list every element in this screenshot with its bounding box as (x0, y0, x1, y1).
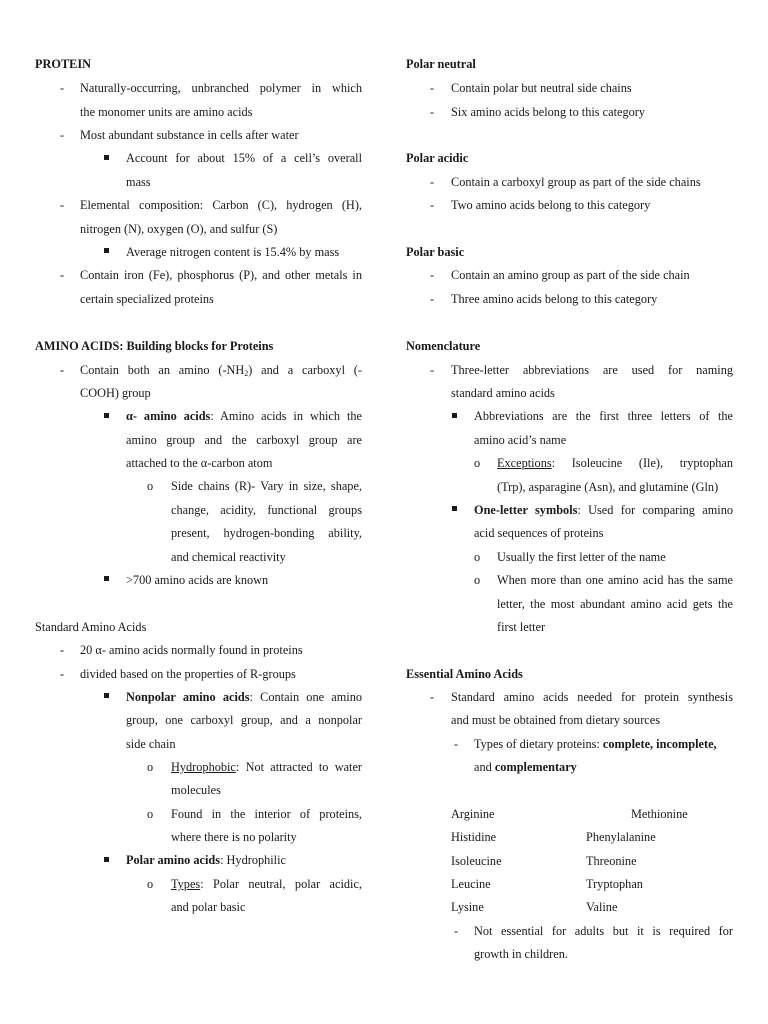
more-than-one-line-c: first letter (497, 620, 546, 634)
dash-bullet: - (454, 737, 459, 751)
dash-bullet: - (430, 81, 435, 95)
dash-bullet: - (454, 924, 459, 938)
square-bullet-icon (104, 576, 109, 581)
types-line-b: and polar basic (171, 900, 246, 914)
essential-amino-acid: Isoleucine (451, 854, 502, 868)
essential-line-1b: and must be obtained from dietary sources (451, 713, 660, 727)
circle-bullet-icon: o (474, 456, 481, 470)
polar-neutral-line-1: Contain polar but neutral side chains (451, 81, 632, 95)
exceptions-line-a: Exceptions: Isoleucine (Ile), tryptophan (497, 456, 733, 470)
circle-bullet-icon: o (147, 807, 154, 821)
exceptions-line-b: (Trp), asparagine (Asn), and glutamine (Gln) (497, 480, 719, 494)
polar-neutral-line-2: Six amino acids belong to this category (451, 105, 645, 119)
section-heading-polar-acidic: Polar acidic (406, 151, 469, 165)
types-line-a: Types: Polar neutral, polar acidic, (171, 877, 362, 891)
protein-line-5: Average nitrogen content is 15.4% by mass (126, 245, 340, 259)
protein-line-4a: Elemental composition: Carbon (C), hydrogen (H), (80, 198, 362, 212)
essential-amino-acid: Methionine (631, 807, 688, 821)
protein-line-6b: certain specialized proteins (80, 292, 214, 306)
standard-line-2: divided based on the properties of R-groups (80, 667, 296, 681)
essential-amino-acid: Leucine (451, 877, 491, 891)
dash-bullet: - (430, 292, 435, 306)
abbreviations-line-b: amino acid’s name (474, 433, 567, 447)
essential-amino-acid: Histidine (451, 830, 497, 844)
nomenclature-line-1b: standard amino acids (451, 386, 555, 400)
dash-bullet: - (60, 81, 65, 95)
square-bullet-icon (452, 506, 457, 511)
nomenclature-line-1a: Three-letter abbreviations are used for naming (451, 363, 733, 377)
section-heading-polar-neutral: Polar neutral (406, 57, 476, 71)
section-heading-essential: Essential Amino Acids (406, 667, 523, 681)
protein-line-1b: the monomer units are amino acids (80, 105, 253, 119)
more-than-one-line-b: letter, the most abundant amino acid gets the (497, 597, 733, 611)
hydrophobic-line-b: molecules (171, 783, 221, 797)
amino-alpha-line-c: attached to the α-carbon atom (126, 456, 273, 470)
nonpolar-line-c: side chain (126, 737, 176, 751)
dash-bullet: - (60, 268, 65, 282)
protein-line-3a: Account for about 15% of a cell’s overall (126, 151, 362, 165)
dash-bullet: - (430, 268, 435, 282)
amino-known: >700 amino acids are known (126, 573, 269, 587)
dash-bullet: - (430, 175, 435, 189)
section-heading-nomenclature: Nomenclature (406, 339, 481, 353)
one-letter-line-a: One-letter symbols: Used for comparing amino (474, 503, 734, 517)
essential-amino-acid: Valine (586, 900, 618, 914)
nonpolar-line-a: Nonpolar amino acids: Contain one amino (126, 690, 363, 704)
section-heading-polar-basic: Polar basic (406, 245, 465, 259)
circle-bullet-icon: o (147, 877, 154, 891)
circle-bullet-icon: o (474, 550, 481, 564)
dash-bullet: - (430, 690, 435, 704)
interior-line-b: where there is no polarity (171, 830, 297, 844)
essential-line-1a: Standard amino acids needed for protein synthesis (451, 690, 733, 704)
square-bullet-icon (104, 857, 109, 862)
amino-side-line-c: present, hydrogen-bonding ability, (171, 526, 362, 540)
circle-bullet-icon: o (147, 760, 154, 774)
protein-line-6a: Contain iron (Fe), phosphorus (P), and other metals in (80, 268, 362, 282)
section-heading-standard: Standard Amino Acids (35, 620, 147, 634)
dash-bullet: - (430, 105, 435, 119)
dash-bullet: - (60, 128, 65, 142)
dash-bullet: - (60, 363, 65, 377)
dietary-types-line-a: Types of dietary proteins: complete, incomplete, (474, 737, 717, 751)
interior-line-a: Found in the interior of proteins, (171, 807, 362, 821)
protein-line-3b: mass (126, 175, 151, 189)
nonpolar-line-b: group, one carboxyl group, and a nonpolar (126, 713, 362, 727)
protein-line-1a: Naturally-occurring, unbranched polymer in which (80, 81, 362, 95)
polar-basic-line-2: Three amino acids belong to this category (451, 292, 658, 306)
essential-amino-acid: Lysine (451, 900, 484, 914)
standard-line-1: 20 α- amino acids normally found in proteins (80, 643, 303, 657)
protein-line-2: Most abundant substance in cells after water (80, 128, 299, 142)
polar-basic-line-1: Contain an amino group as part of the side chain (451, 268, 690, 282)
abbreviations-line-a: Abbreviations are the first three letters of the (474, 409, 733, 423)
protein-line-4b: nitrogen (N), oxygen (O), and sulfur (S) (80, 222, 278, 236)
polar-line-a: Polar amino acids: Hydrophilic (126, 853, 286, 867)
amino-side-line-d: and chemical reactivity (171, 550, 286, 564)
square-bullet-icon (104, 693, 109, 698)
circle-bullet-icon: o (474, 573, 481, 587)
section-heading-protein: PROTEIN (35, 57, 92, 71)
circle-bullet-icon: o (147, 479, 154, 493)
first-letter-line: Usually the first letter of the name (497, 550, 666, 564)
square-bullet-icon (452, 413, 457, 418)
essential-amino-acid: Arginine (451, 807, 495, 821)
dietary-types-line-b: and complementary (474, 760, 577, 774)
amino-side-line-b: change, acidity, functional groups (171, 503, 362, 517)
polar-acidic-line-2: Two amino acids belong to this category (451, 198, 651, 212)
amino-alpha-line-a: α- amino acids: Amino acids in which the (126, 409, 362, 423)
amino-side-line-a: Side chains (R)- Vary in size, shape, (171, 479, 362, 493)
dash-bullet: - (60, 667, 65, 681)
square-bullet-icon (104, 413, 109, 418)
essential-amino-acid: Tryptophan (586, 877, 643, 891)
dash-bullet: - (60, 198, 65, 212)
polar-acidic-line-1: Contain a carboxyl group as part of the side chains (451, 175, 701, 189)
more-than-one-line-a: When more than one amino acid has the same (497, 573, 733, 587)
amino-line-1b: COOH) group (80, 386, 151, 400)
essential-amino-acid: Phenylalanine (586, 830, 656, 844)
essential-note-line-b: growth in children. (474, 947, 568, 961)
section-heading-amino-acids: AMINO ACIDS: Building blocks for Proteins (35, 339, 274, 353)
hydrophobic-line-a: Hydrophobic: Not attracted to water (171, 760, 362, 774)
square-bullet-icon (104, 155, 109, 160)
amino-line-1a: Contain both an amino $(-NH_2)$ and a carboxyl (- (80, 363, 362, 378)
essential-amino-acid: Threonine (586, 854, 637, 868)
amino-alpha-line-b: amino group and the carboxyl group are (126, 433, 362, 447)
essential-note-line-a: Not essential for adults but it is required for (474, 924, 733, 938)
square-bullet-icon (104, 248, 109, 253)
one-letter-line-b: acid sequences of proteins (474, 526, 604, 540)
dash-bullet: - (430, 363, 435, 377)
dash-bullet: - (60, 643, 65, 657)
dash-bullet: - (430, 198, 435, 212)
